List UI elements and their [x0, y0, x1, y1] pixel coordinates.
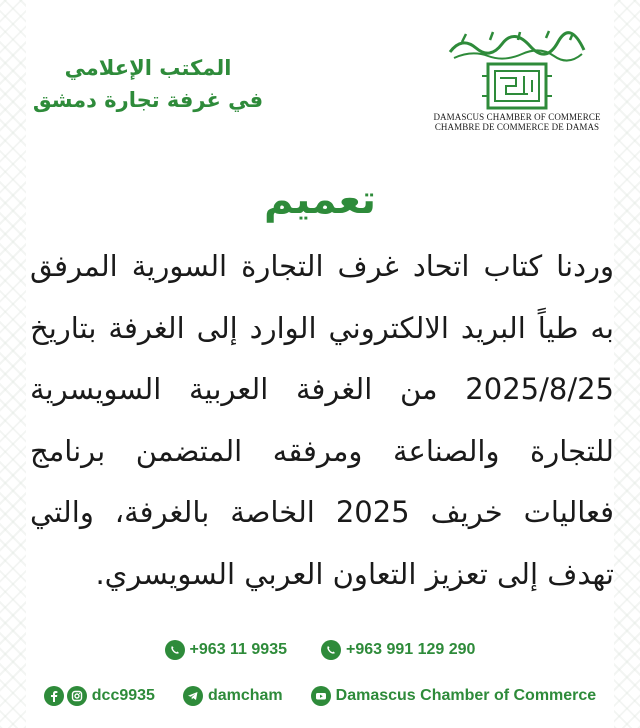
- phone-contact-1[interactable]: [165, 640, 287, 660]
- telegram-icon: [183, 686, 203, 706]
- whatsapp-icon: [321, 640, 341, 660]
- facebook-icon: [44, 686, 64, 706]
- logo-text-en: DAMASCUS CHAMBER OF COMMERCE: [433, 112, 601, 122]
- media-office-title: [28, 52, 268, 116]
- social-telegram[interactable]: [183, 686, 283, 706]
- telegram-handle: damcham: [207, 687, 283, 704]
- whatsapp-icon: [165, 640, 185, 660]
- announcement-body: وردنا كتاب اتحاد غرف التجارة السورية المرفق به طياً البريد الالكتروني الوارد إلى الغرفة بتاريخ 2025/8/25 من الغرفة العربية السويسرية للتجارة والصناعة ومرفقه المتضمن برنامج فعاليات خريف 2025 الخاصة بالغرفة، والتي تهدف إلى تعزيز التعاون العربي السويسري.: [30, 249, 614, 591]
- phone-number-2: +963 991 129 290: [345, 641, 476, 658]
- media-office-line2: في غرفة تجارة دمشق: [32, 88, 264, 112]
- social-facebook-instagram[interactable]: [44, 686, 155, 706]
- phone-contact-2[interactable]: [321, 640, 475, 660]
- youtube-channel: Damascus Chamber of Commerce: [335, 687, 597, 704]
- social-links: [0, 686, 640, 706]
- chamber-logo: [422, 30, 612, 132]
- logo-text-fr: CHAMBRE DE COMMERCE DE DAMAS: [434, 122, 600, 132]
- phone-contacts: [0, 640, 640, 660]
- announcement-heading: تعميم: [263, 177, 377, 223]
- instagram-icon: [67, 686, 87, 706]
- chamber-emblem-icon: [442, 30, 592, 112]
- social-youtube[interactable]: [311, 686, 597, 706]
- decorative-pattern-right: [614, 0, 640, 728]
- phone-number-1: +963 11 9935: [189, 641, 287, 658]
- youtube-icon: [311, 686, 331, 706]
- social-handle: dcc9935: [91, 687, 155, 704]
- decorative-pattern-left: [0, 0, 26, 728]
- media-office-line1: المكتب الإعلامي: [64, 56, 232, 80]
